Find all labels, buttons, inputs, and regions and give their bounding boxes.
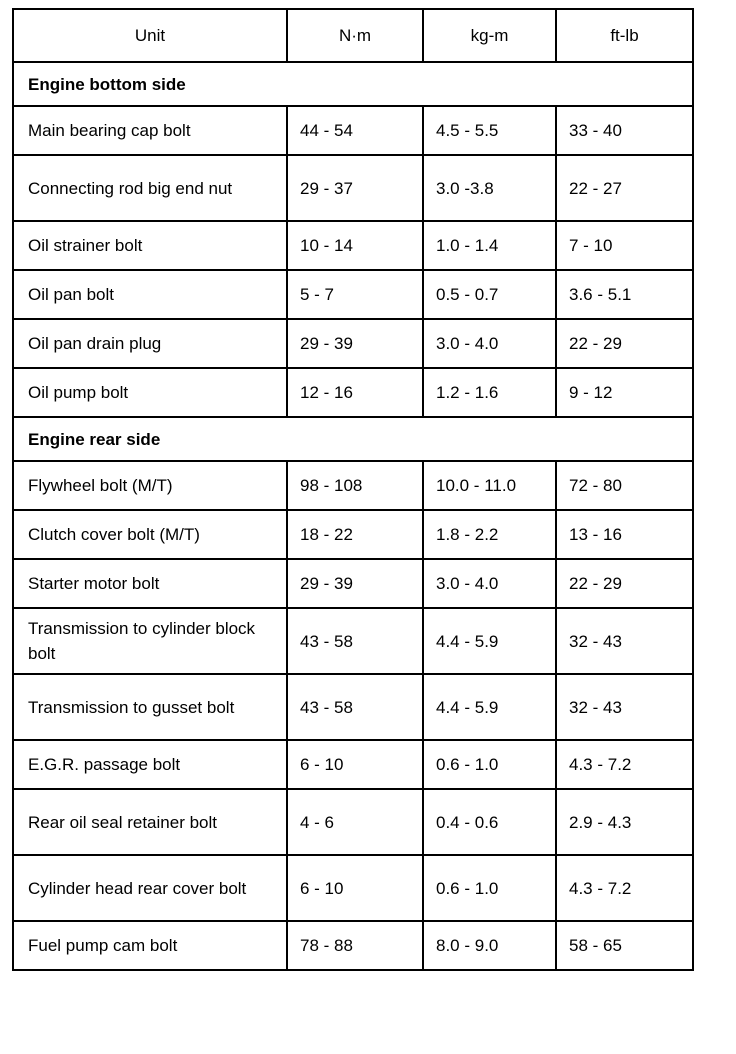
row-kgm: 1.0 - 1.4 bbox=[423, 221, 556, 270]
row-name: Transmission to gusset bolt bbox=[13, 674, 287, 740]
table-header bbox=[13, 9, 693, 62]
row-name: Clutch cover bolt (M/T) bbox=[13, 510, 287, 559]
row-kgm: 1.2 - 1.6 bbox=[423, 368, 556, 417]
table-row bbox=[13, 855, 693, 921]
row-kgm: 0.6 - 1.0 bbox=[423, 740, 556, 789]
row-ftlb: 32 - 43 bbox=[556, 674, 693, 740]
row-name: Transmission to cylinder block bolt bbox=[13, 608, 287, 674]
row-nm: 78 - 88 bbox=[287, 921, 423, 970]
table-row bbox=[13, 674, 693, 740]
section-title: Engine bottom side bbox=[13, 62, 693, 106]
row-ftlb: 22 - 29 bbox=[556, 559, 693, 608]
header-kgm: kg-m bbox=[423, 9, 556, 62]
table-row bbox=[13, 608, 693, 674]
table-row bbox=[13, 270, 693, 319]
row-ftlb: 13 - 16 bbox=[556, 510, 693, 559]
table-body bbox=[13, 62, 693, 970]
table-row bbox=[13, 319, 693, 368]
row-ftlb: 72 - 80 bbox=[556, 461, 693, 510]
row-nm: 6 - 10 bbox=[287, 855, 423, 921]
row-ftlb: 58 - 65 bbox=[556, 921, 693, 970]
row-name: Cylinder head rear cover bolt bbox=[13, 855, 287, 921]
header-unit: Unit bbox=[13, 9, 287, 62]
row-kgm: 0.4 - 0.6 bbox=[423, 789, 556, 855]
row-name: Oil pump bolt bbox=[13, 368, 287, 417]
row-nm: 10 - 14 bbox=[287, 221, 423, 270]
row-kgm: 1.8 - 2.2 bbox=[423, 510, 556, 559]
table-row bbox=[13, 740, 693, 789]
row-name: Flywheel bolt (M/T) bbox=[13, 461, 287, 510]
row-name: Main bearing cap bolt bbox=[13, 106, 287, 155]
row-kgm: 8.0 - 9.0 bbox=[423, 921, 556, 970]
row-name: Oil strainer bolt bbox=[13, 221, 287, 270]
table-row bbox=[13, 155, 693, 221]
row-kgm: 0.5 - 0.7 bbox=[423, 270, 556, 319]
row-nm: 43 - 58 bbox=[287, 608, 423, 674]
row-name: Rear oil seal retainer bolt bbox=[13, 789, 287, 855]
row-nm: 5 - 7 bbox=[287, 270, 423, 319]
table-row bbox=[13, 921, 693, 970]
row-nm: 18 - 22 bbox=[287, 510, 423, 559]
table-row bbox=[13, 510, 693, 559]
row-ftlb: 4.3 - 7.2 bbox=[556, 855, 693, 921]
table-row bbox=[13, 106, 693, 155]
table-row bbox=[13, 221, 693, 270]
row-nm: 29 - 37 bbox=[287, 155, 423, 221]
table-row bbox=[13, 461, 693, 510]
row-kgm: 4.4 - 5.9 bbox=[423, 608, 556, 674]
row-nm: 12 - 16 bbox=[287, 368, 423, 417]
row-ftlb: 9 - 12 bbox=[556, 368, 693, 417]
row-ftlb: 33 - 40 bbox=[556, 106, 693, 155]
section-row-engine-bottom-side bbox=[13, 62, 693, 106]
row-kgm: 3.0 - 4.0 bbox=[423, 319, 556, 368]
row-name: Oil pan drain plug bbox=[13, 319, 287, 368]
row-name: Connecting rod big end nut bbox=[13, 155, 287, 221]
row-name: Oil pan bolt bbox=[13, 270, 287, 319]
row-ftlb: 22 - 29 bbox=[556, 319, 693, 368]
row-ftlb: 2.9 - 4.3 bbox=[556, 789, 693, 855]
row-ftlb: 32 - 43 bbox=[556, 608, 693, 674]
row-nm: 4 - 6 bbox=[287, 789, 423, 855]
row-nm: 43 - 58 bbox=[287, 674, 423, 740]
row-nm: 29 - 39 bbox=[287, 319, 423, 368]
row-nm: 29 - 39 bbox=[287, 559, 423, 608]
table-row bbox=[13, 789, 693, 855]
row-ftlb: 7 - 10 bbox=[556, 221, 693, 270]
header-ftlb: ft-lb bbox=[556, 9, 693, 62]
row-name: E.G.R. passage bolt bbox=[13, 740, 287, 789]
row-kgm: 4.4 - 5.9 bbox=[423, 674, 556, 740]
row-nm: 44 - 54 bbox=[287, 106, 423, 155]
table-row bbox=[13, 559, 693, 608]
header-row bbox=[13, 9, 693, 62]
row-nm: 98 - 108 bbox=[287, 461, 423, 510]
row-kgm: 10.0 - 11.0 bbox=[423, 461, 556, 510]
torque-spec-table bbox=[12, 8, 694, 971]
header-nm: N·m bbox=[287, 9, 423, 62]
row-kgm: 0.6 - 1.0 bbox=[423, 855, 556, 921]
row-ftlb: 22 - 27 bbox=[556, 155, 693, 221]
row-name: Fuel pump cam bolt bbox=[13, 921, 287, 970]
section-row-engine-rear-side bbox=[13, 417, 693, 461]
section-title: Engine rear side bbox=[13, 417, 693, 461]
row-kgm: 3.0 - 4.0 bbox=[423, 559, 556, 608]
row-kgm: 3.0 -3.8 bbox=[423, 155, 556, 221]
row-name: Starter motor bolt bbox=[13, 559, 287, 608]
row-nm: 6 - 10 bbox=[287, 740, 423, 789]
row-kgm: 4.5 - 5.5 bbox=[423, 106, 556, 155]
table-row bbox=[13, 368, 693, 417]
row-ftlb: 4.3 - 7.2 bbox=[556, 740, 693, 789]
row-ftlb: 3.6 - 5.1 bbox=[556, 270, 693, 319]
